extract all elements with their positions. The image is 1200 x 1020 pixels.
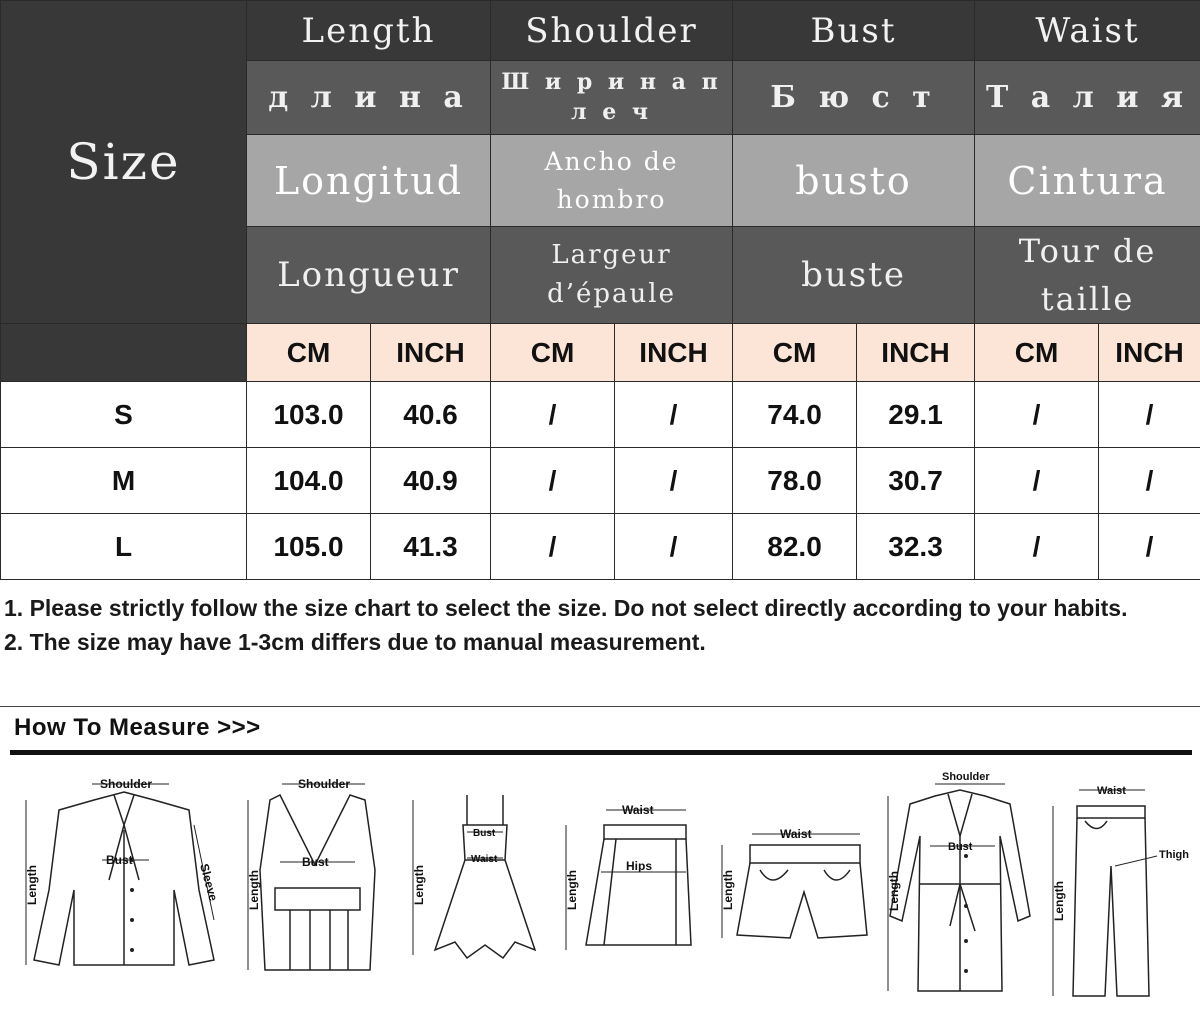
size-value: M	[1, 448, 247, 514]
unit-cell: CM	[733, 324, 857, 382]
shorts-label-length: Length	[721, 870, 735, 910]
pants-label-length: Length	[1052, 881, 1066, 921]
shirt-label-shoulder: Shoulder	[100, 777, 153, 791]
waist-header-en: Waist	[975, 1, 1200, 61]
table-cell: 82.0	[733, 514, 857, 580]
unit-cell: INCH	[371, 324, 491, 382]
unit-cell: INCH	[857, 324, 975, 382]
dress-label-waist: Waist	[471, 854, 498, 865]
vest-label-bust: Bust	[302, 855, 329, 869]
table-cell: 32.3	[857, 514, 975, 580]
bust-header-en: Bust	[733, 1, 975, 61]
vest-label-shoulder: Shoulder	[298, 777, 351, 791]
title-underline	[10, 750, 1192, 755]
size-header: Size	[1, 1, 247, 324]
skirt-label-length: Length	[565, 870, 579, 910]
table-cell: /	[975, 382, 1099, 448]
vest-label-length: Length	[247, 870, 261, 910]
table-cell: 103.0	[247, 382, 371, 448]
shoulder-header-ru: Ш и р и н а п л е ч	[491, 61, 733, 135]
shirt-label-bust: Bust	[106, 853, 133, 867]
table-cell: /	[1099, 382, 1200, 448]
shorts-illustration	[712, 820, 872, 950]
unit-cell: INCH	[615, 324, 733, 382]
shoulder-header-fr: Largeur d’épaule	[491, 227, 733, 324]
waist-header-fr: Tour de taille	[975, 227, 1200, 324]
bust-header-ru: Б ю с т	[733, 61, 975, 135]
table-cell: 30.7	[857, 448, 975, 514]
dress-label-length: Length	[412, 865, 426, 905]
skirt-label-waist: Waist	[622, 803, 654, 817]
shoulder-header-en: Shoulder	[491, 1, 733, 61]
table-cell: /	[491, 514, 615, 580]
table-cell: /	[615, 514, 733, 580]
shirt-illustration	[14, 770, 234, 980]
table-cell: /	[491, 448, 615, 514]
table-cell: 40.9	[371, 448, 491, 514]
table-cell: 105.0	[247, 514, 371, 580]
note-1: 1. Please strictly follow the size chart to select the size. Do not select directly according to your habits.	[4, 595, 1128, 621]
skirt-label-hips: Hips	[626, 859, 653, 873]
shirt-label-sleeve: Sleeve	[197, 862, 221, 903]
dress-label-bust: Bust	[473, 828, 496, 839]
table-cell: /	[615, 382, 733, 448]
measurement-illustrations	[0, 760, 1200, 1010]
table-cell: 29.1	[857, 382, 975, 448]
table-cell: 74.0	[733, 382, 857, 448]
table-cell: /	[975, 514, 1099, 580]
pants-label-waist: Waist	[1097, 785, 1126, 797]
skirt-illustration	[556, 790, 696, 980]
unit-cell: INCH	[1099, 324, 1200, 382]
pants-label-thigh: Thigh	[1159, 849, 1189, 861]
table-row	[1, 448, 1200, 514]
coat-illustration	[880, 766, 1040, 1006]
table-cell: 40.6	[371, 382, 491, 448]
waist-header-es: Cintura	[975, 135, 1200, 227]
table-cell: /	[1099, 514, 1200, 580]
table-cell: /	[615, 448, 733, 514]
pants-illustration	[1045, 776, 1195, 1006]
length-header-en: Length	[247, 1, 491, 61]
table-cell: /	[975, 448, 1099, 514]
bust-header-fr: buste	[733, 227, 975, 324]
length-header-fr: Longueur	[247, 227, 491, 324]
size-header-spacer	[1, 324, 247, 382]
size-value: L	[1, 514, 247, 580]
size-notes	[4, 591, 1194, 659]
shirt-label-length: Length	[25, 865, 39, 905]
length-header-es: Longitud	[247, 135, 491, 227]
waist-header-ru: Т а л и я	[975, 61, 1200, 135]
coat-label-bust: Bust	[948, 841, 973, 853]
coat-label-length: Length	[887, 871, 901, 911]
shoulder-header-es: Ancho de hombro	[491, 135, 733, 227]
divider	[0, 706, 1200, 707]
vest-illustration	[240, 770, 390, 980]
table-cell: 41.3	[371, 514, 491, 580]
table-cell: 104.0	[247, 448, 371, 514]
size-value: S	[1, 382, 247, 448]
shorts-label-waist: Waist	[780, 827, 812, 841]
dress-illustration	[405, 790, 545, 980]
table-cell: /	[1099, 448, 1200, 514]
how-to-measure-title: How To Measure >>>	[14, 714, 261, 741]
unit-cell: CM	[491, 324, 615, 382]
note-2: 2. The size may have 1-3cm differs due to manual measurement.	[4, 629, 706, 655]
table-cell: 78.0	[733, 448, 857, 514]
unit-cell: CM	[247, 324, 371, 382]
coat-label-shoulder: Shoulder	[942, 771, 990, 783]
table-row	[1, 514, 1200, 580]
table-cell: /	[491, 382, 615, 448]
bust-header-es: busto	[733, 135, 975, 227]
unit-cell: CM	[975, 324, 1099, 382]
table-row	[1, 382, 1200, 448]
length-header-ru: д л и н а	[247, 61, 491, 135]
